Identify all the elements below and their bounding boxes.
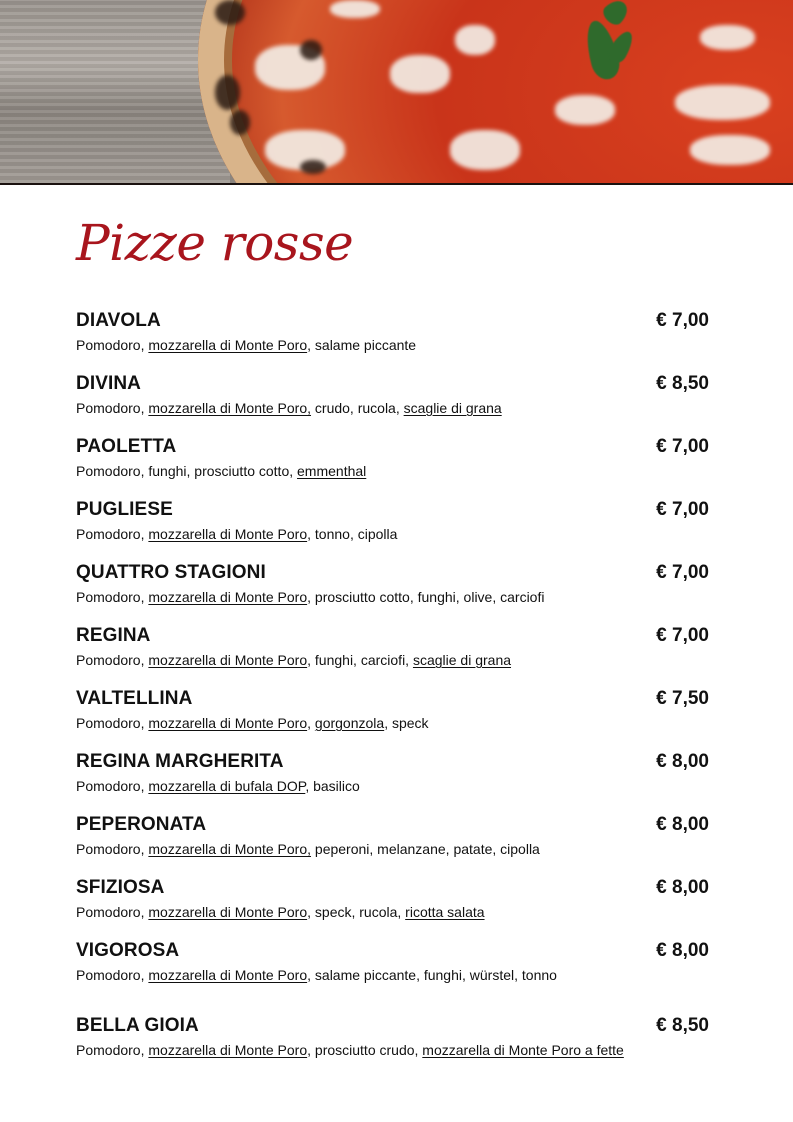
ingredient-text: Pomodoro, (76, 652, 149, 668)
ingredient-text: , (307, 715, 315, 731)
menu-item-header (76, 814, 709, 838)
ingredient-text: , prosciutto cotto, funghi, olive, carciofi (307, 589, 545, 605)
highlighted-ingredient: mozzarella di Monte Poro (148, 526, 308, 542)
highlighted-ingredient: mozzarella di bufala DOP (148, 778, 306, 794)
menu-item-header (76, 751, 709, 775)
charred-crust (215, 75, 240, 110)
mozzarella-blob (450, 130, 520, 170)
mozzarella-blob (555, 95, 615, 125)
menu-item (76, 499, 709, 542)
pizza-ingredients (76, 589, 709, 605)
menu-item-header (76, 499, 709, 523)
pizza-ingredients (76, 904, 709, 920)
pizza-ingredients (76, 652, 709, 668)
pizza-name: QUATTRO STAGIONI (76, 562, 266, 583)
ingredient-text: Pomodoro, (76, 967, 149, 983)
pizza-name: PAOLETTA (76, 436, 177, 457)
mozzarella-blob (700, 25, 755, 50)
menu-item (76, 562, 709, 605)
menu-item-header (76, 562, 709, 586)
pizza-name: VALTELLINA (76, 688, 193, 709)
pizza-price: € 7,00 (656, 562, 709, 583)
ingredient-text: Pomodoro, (76, 841, 149, 857)
pizza-name: BELLA GIOIA (76, 1015, 199, 1036)
pizza-name: REGINA MARGHERITA (76, 751, 284, 772)
highlighted-ingredient: gorgonzola (314, 715, 385, 731)
ingredient-text: Pomodoro, (76, 400, 149, 416)
pizza-price: € 8,00 (656, 814, 709, 835)
ingredient-text: Pomodoro, funghi, prosciutto cotto, (76, 463, 298, 479)
pizza-ingredients (76, 463, 709, 479)
pizza-price: € 8,50 (656, 373, 709, 394)
pizza-price: € 8,50 (656, 1015, 709, 1036)
ingredient-text: Pomodoro, (76, 715, 149, 731)
menu-item (76, 436, 709, 479)
mozzarella-blob (330, 0, 380, 18)
pizza-price: € 7,00 (656, 436, 709, 457)
menu-item (76, 814, 709, 857)
highlighted-ingredient: mozzarella di Monte Poro (148, 904, 308, 920)
wood-table-background (0, 0, 230, 183)
pizza-name: VIGOROSA (76, 940, 180, 961)
highlighted-ingredient: scaglie di grana (403, 400, 502, 416)
menu-item (76, 877, 709, 920)
ingredient-text: , speck (384, 715, 429, 731)
pizza-price: € 8,00 (656, 877, 709, 898)
ingredient-text: , speck, rucola, (307, 904, 406, 920)
ingredient-text: , salame piccante, funghi, würstel, tonno (307, 967, 557, 983)
ingredient-text: Pomodoro, (76, 526, 149, 542)
pizza-price: € 8,00 (656, 940, 709, 961)
menu-item (76, 940, 709, 983)
menu-item (76, 625, 709, 668)
menu-item (76, 688, 709, 731)
pizza-name: DIAVOLA (76, 310, 161, 331)
ingredient-text: Pomodoro, (76, 337, 149, 353)
menu-item-header (76, 940, 709, 964)
pizza-ingredients (76, 526, 709, 542)
highlighted-ingredient: mozzarella di Monte Poro (148, 967, 308, 983)
mozzarella-blob (390, 55, 450, 93)
ingredient-text: Pomodoro, (76, 904, 149, 920)
charred-crust (300, 160, 326, 174)
highlighted-ingredient: ricotta salata (405, 904, 485, 920)
highlighted-ingredient: mozzarella di Monte Poro, (148, 400, 312, 416)
highlighted-ingredient: mozzarella di Monte Poro a fette (422, 1042, 624, 1058)
ingredient-text: , funghi, carciofi, (307, 652, 413, 668)
charred-crust (230, 110, 250, 135)
menu-item-header (76, 877, 709, 901)
pizza-name: PUGLIESE (76, 499, 173, 520)
pizza-ingredients (76, 778, 709, 794)
ingredient-text: , prosciutto crudo, (307, 1042, 423, 1058)
highlighted-ingredient: mozzarella di Monte Poro (148, 652, 308, 668)
pizza-name: DIVINA (76, 373, 141, 394)
menu-item-header (76, 310, 709, 334)
menu-item-header (76, 373, 709, 397)
charred-crust (215, 0, 245, 25)
mozzarella-blob (675, 85, 770, 120)
ingredient-text: Pomodoro, (76, 589, 149, 605)
pizza-price: € 7,00 (656, 499, 709, 520)
menu-item-header (76, 1015, 709, 1039)
menu-item-header (76, 436, 709, 460)
ingredient-text: peperoni, melanzane, patate, cipolla (311, 841, 540, 857)
pizza-price: € 7,00 (656, 310, 709, 331)
pizza-name: PEPERONATA (76, 814, 207, 835)
ingredient-text: Pomodoro, (76, 778, 149, 794)
menu-item-header (76, 625, 709, 649)
menu-item (76, 310, 709, 353)
menu-item (76, 1015, 709, 1058)
mozzarella-blob (690, 135, 770, 165)
menu-item-header (76, 688, 709, 712)
pizza-name: REGINA (76, 625, 151, 646)
menu-item (76, 373, 709, 416)
pizza-price: € 7,50 (656, 688, 709, 709)
pizza-ingredients (76, 841, 709, 857)
menu-item (76, 751, 709, 794)
pizza-price: € 8,00 (656, 751, 709, 772)
highlighted-ingredient: mozzarella di Monte Poro (148, 715, 308, 731)
section-title: Pizze rosse (76, 214, 354, 272)
ingredient-text: crudo, rucola, (311, 400, 404, 416)
highlighted-ingredient: emmenthal (297, 463, 367, 479)
highlighted-ingredient: mozzarella di Monte Poro (148, 1042, 308, 1058)
header-pizza-photo (0, 0, 793, 185)
pizza-name: SFIZIOSA (76, 877, 165, 898)
pizza-ingredients (76, 967, 709, 983)
ingredient-text: , basilico (305, 778, 360, 794)
highlighted-ingredient: mozzarella di Monte Poro, (148, 841, 312, 857)
ingredient-text: Pomodoro, (76, 1042, 149, 1058)
highlighted-ingredient: mozzarella di Monte Poro (148, 337, 308, 353)
pizza-ingredients (76, 400, 709, 416)
ingredient-text: , tonno, cipolla (307, 526, 398, 542)
highlighted-ingredient: scaglie di grana (412, 652, 512, 668)
charred-crust (300, 40, 322, 60)
highlighted-ingredient: mozzarella di Monte Poro (148, 589, 308, 605)
pizza-price: € 7,00 (656, 625, 709, 646)
ingredient-text: , salame piccante (307, 337, 417, 353)
mozzarella-blob (455, 25, 495, 55)
pizza-ingredients (76, 715, 709, 731)
pizza-ingredients (76, 337, 709, 353)
pizza-ingredients (76, 1042, 709, 1058)
